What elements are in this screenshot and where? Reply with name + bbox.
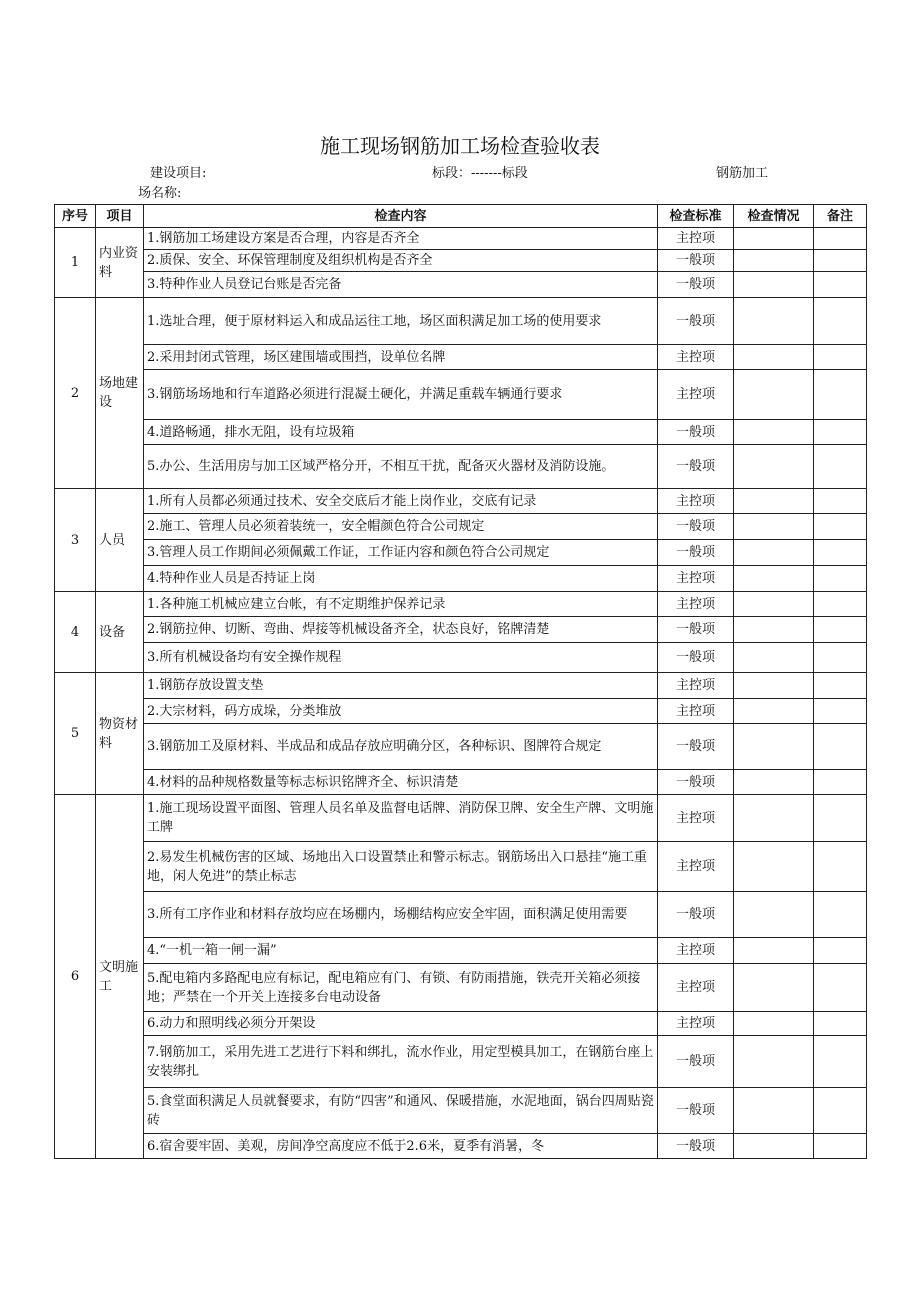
- check-result-cell[interactable]: [734, 1036, 814, 1088]
- check-item: 2.施工、管理人员必须着装统一，安全帽颜色符合公司规定: [144, 514, 658, 540]
- remarks-cell[interactable]: [814, 770, 867, 795]
- check-result-cell[interactable]: [734, 445, 814, 489]
- check-standard: 一般项: [658, 540, 734, 566]
- table-row: [55, 514, 867, 540]
- check-result-cell[interactable]: [734, 370, 814, 420]
- check-result-cell[interactable]: [734, 514, 814, 540]
- check-standard: 主控项: [658, 938, 734, 964]
- remarks-cell[interactable]: [814, 795, 867, 842]
- check-item: 3.所有工序作业和材料存放均应在场棚内，场棚结构应安全牢固，面积满足使用需要: [144, 892, 658, 938]
- check-standard: 主控项: [658, 795, 734, 842]
- check-item: 1.施工现场设置平面图、管理人员名单及监督电话牌、消防保卫牌、安全生产牌、文明施工牌: [144, 795, 658, 842]
- type-label: 钢筋加工: [716, 166, 769, 181]
- remarks-cell[interactable]: [814, 228, 867, 250]
- remarks-cell[interactable]: [814, 592, 867, 617]
- check-standard: 主控项: [658, 345, 734, 370]
- check-standard: 主控项: [658, 370, 734, 420]
- inspection-table: [54, 204, 867, 1159]
- group-category: 物资材料: [96, 673, 144, 795]
- check-item: 4.特种作业人员是否持证上岗: [144, 566, 658, 592]
- remarks-cell[interactable]: [814, 272, 867, 298]
- table-row: [55, 250, 867, 272]
- check-item: 2.易发生机械伤害的区域、场地出入口设置禁止和警示标志。钢筋场出入口悬挂“施工重地，闲人免进”的禁止标志: [144, 842, 658, 892]
- check-result-cell[interactable]: [734, 643, 814, 673]
- remarks-cell[interactable]: [814, 1036, 867, 1088]
- check-result-cell[interactable]: [734, 964, 814, 1012]
- check-result-cell[interactable]: [734, 770, 814, 795]
- table-row: [55, 1036, 867, 1088]
- table-row: [55, 938, 867, 964]
- check-result-cell[interactable]: [734, 795, 814, 842]
- table-row: [55, 643, 867, 673]
- check-result-cell[interactable]: [734, 228, 814, 250]
- check-item: 5.办公、生活用房与加工区域严格分开，不相互干扰，配备灭火器材及消防设施。: [144, 445, 658, 489]
- check-result-cell[interactable]: [734, 1134, 814, 1159]
- check-standard: 一般项: [658, 770, 734, 795]
- check-item: 1.钢筋加工场建设方案是否合理，内容是否齐全: [144, 228, 658, 250]
- check-result-cell[interactable]: [734, 617, 814, 643]
- check-standard: 主控项: [658, 673, 734, 699]
- remarks-cell[interactable]: [814, 617, 867, 643]
- project-label: 建设项目:: [150, 166, 207, 181]
- remarks-cell[interactable]: [814, 673, 867, 699]
- remarks-cell[interactable]: [814, 540, 867, 566]
- check-standard: 一般项: [658, 617, 734, 643]
- check-item: 5.食堂面积满足人员就餐要求，有防“四害”和通风、保暖措施，水泥地面，锅台四周贴瓷砖: [144, 1088, 658, 1134]
- header-standard: 检查标准: [658, 205, 734, 228]
- check-result-cell[interactable]: [734, 592, 814, 617]
- table-row: [55, 617, 867, 643]
- check-item: 7.钢筋加工，采用先进工艺进行下料和绑扎，流水作业，用定型模具加工，在钢筋台座上安装绑扎: [144, 1036, 658, 1088]
- remarks-cell[interactable]: [814, 938, 867, 964]
- table-row: [55, 770, 867, 795]
- check-result-cell[interactable]: [734, 540, 814, 566]
- check-item: 6.宿舍要牢固、美观，房间净空高度应不低于2.6米，夏季有消暑，冬: [144, 1134, 658, 1159]
- check-item: 3.特种作业人员登记台账是否完备: [144, 272, 658, 298]
- check-standard: 一般项: [658, 514, 734, 540]
- header-category: 项目: [96, 205, 144, 228]
- group-category: 文明施工: [96, 795, 144, 1159]
- check-result-cell[interactable]: [734, 272, 814, 298]
- check-item: 2.钢筋拉伸、切断、弯曲、焊接等机械设备齐全，状态良好，铭牌清楚: [144, 617, 658, 643]
- remarks-cell[interactable]: [814, 489, 867, 514]
- check-item: 1.选址合理，便于原材料运入和成品运往工地，场区面积满足加工场的使用要求: [144, 298, 658, 345]
- check-result-cell[interactable]: [734, 842, 814, 892]
- check-standard: 一般项: [658, 1088, 734, 1134]
- check-item: 2.质保、安全、环保管理制度及组织机构是否齐全: [144, 250, 658, 272]
- check-item: 5.配电箱内多路配电应有标记，配电箱应有门、有锁、有防雨措施，铁壳开关箱必须接地；严禁在一个开关上连接多台电动设备: [144, 964, 658, 1012]
- check-standard: 一般项: [658, 250, 734, 272]
- remarks-cell[interactable]: [814, 1012, 867, 1036]
- remarks-cell[interactable]: [814, 298, 867, 345]
- check-result-cell[interactable]: [734, 250, 814, 272]
- check-standard: 一般项: [658, 420, 734, 445]
- table-row: [55, 842, 867, 892]
- check-result-cell[interactable]: [734, 345, 814, 370]
- remarks-cell[interactable]: [814, 566, 867, 592]
- check-item: 3.钢筋场场地和行车道路必须进行混凝土硬化，并满足重载车辆通行要求: [144, 370, 658, 420]
- check-result-cell[interactable]: [734, 420, 814, 445]
- table-row: [55, 1012, 867, 1036]
- table-row: [55, 370, 867, 420]
- check-result-cell[interactable]: [734, 892, 814, 938]
- table-row: [55, 795, 867, 842]
- table-row: [55, 673, 867, 699]
- check-result-cell[interactable]: [734, 1088, 814, 1134]
- table-row: [55, 272, 867, 298]
- check-standard: 主控项: [658, 566, 734, 592]
- check-item: 3.管理人员工作期间必须佩戴工作证，工作证内容和颜色符合公司规定: [144, 540, 658, 566]
- table-row: [55, 1088, 867, 1134]
- check-item: 1.各种施工机械应建立台帐，有不定期维护保养记录: [144, 592, 658, 617]
- check-result-cell[interactable]: [734, 566, 814, 592]
- check-item: 1.所有人员都必须通过技术、安全交底后才能上岗作业，交底有记录: [144, 489, 658, 514]
- header-result: 检查情况: [734, 205, 814, 228]
- table-row: [55, 345, 867, 370]
- group-number: 4: [55, 592, 96, 673]
- check-standard: 主控项: [658, 964, 734, 1012]
- check-item: 6.动力和照明线必须分开架设: [144, 1012, 658, 1036]
- table-row: [55, 566, 867, 592]
- check-item: 4.道路畅通，排水无阻，设有垃圾箱: [144, 420, 658, 445]
- check-standard: 主控项: [658, 699, 734, 724]
- group-number: 2: [55, 298, 96, 489]
- remarks-cell[interactable]: [814, 420, 867, 445]
- site-name-label: 场名称:: [138, 186, 182, 201]
- check-standard: 一般项: [658, 1036, 734, 1088]
- remarks-cell[interactable]: [814, 724, 867, 770]
- remarks-cell[interactable]: [814, 964, 867, 1012]
- header-content: 检查内容: [144, 205, 658, 228]
- remarks-cell[interactable]: [814, 842, 867, 892]
- check-item: 3.钢筋加工及原材料、半成品和成品存放应明确分区，各种标识、图牌符合规定: [144, 724, 658, 770]
- check-item: 2.采用封闭式管理，场区建围墙或围挡，设单位名牌: [144, 345, 658, 370]
- check-standard: 主控项: [658, 1012, 734, 1036]
- check-item: 4.材料的品种规格数量等标志标识铭牌齐全、标识清楚: [144, 770, 658, 795]
- check-item: 4.“一机一箱一闸一漏”: [144, 938, 658, 964]
- group-number: 3: [55, 489, 96, 592]
- table-row: [55, 724, 867, 770]
- check-result-cell[interactable]: [734, 298, 814, 345]
- remarks-cell[interactable]: [814, 445, 867, 489]
- check-standard: 主控项: [658, 489, 734, 514]
- table-row: [55, 1134, 867, 1159]
- table-row: [55, 892, 867, 938]
- table-row: [55, 540, 867, 566]
- remarks-cell[interactable]: [814, 892, 867, 938]
- remarks-cell[interactable]: [814, 514, 867, 540]
- check-result-cell[interactable]: [734, 699, 814, 724]
- check-result-cell[interactable]: [734, 673, 814, 699]
- group-number: 5: [55, 673, 96, 795]
- group-category: 内业资料: [96, 228, 144, 298]
- remarks-cell[interactable]: [814, 1088, 867, 1134]
- check-standard: 一般项: [658, 643, 734, 673]
- remarks-cell[interactable]: [814, 643, 867, 673]
- check-standard: 主控项: [658, 228, 734, 250]
- group-number: 1: [55, 228, 96, 298]
- table-row: [55, 445, 867, 489]
- check-result-cell[interactable]: [734, 938, 814, 964]
- check-standard: 主控项: [658, 592, 734, 617]
- check-item: 2.大宗材料，码方成垛，分类堆放: [144, 699, 658, 724]
- check-result-cell[interactable]: [734, 489, 814, 514]
- remarks-cell[interactable]: [814, 250, 867, 272]
- check-result-cell[interactable]: [734, 1012, 814, 1036]
- remarks-cell[interactable]: [814, 345, 867, 370]
- check-standard: 一般项: [658, 298, 734, 345]
- group-category: 人员: [96, 489, 144, 592]
- header-remarks: 备注: [814, 205, 867, 228]
- table-row: [55, 489, 867, 514]
- check-standard: 一般项: [658, 1134, 734, 1159]
- remarks-cell[interactable]: [814, 370, 867, 420]
- table-row: [55, 592, 867, 617]
- check-result-cell[interactable]: [734, 724, 814, 770]
- page-title: 施工现场钢筋加工场检查验收表: [320, 134, 600, 158]
- check-standard: 一般项: [658, 445, 734, 489]
- table-header-row: [55, 205, 867, 228]
- table-row: [55, 420, 867, 445]
- section-label: 标段：-------标段: [432, 166, 528, 181]
- check-standard: 一般项: [658, 892, 734, 938]
- table-row: [55, 298, 867, 345]
- remarks-cell[interactable]: [814, 1134, 867, 1159]
- group-number: 6: [55, 795, 96, 1159]
- check-standard: 一般项: [658, 724, 734, 770]
- group-category: 设备: [96, 592, 144, 673]
- group-category: 场地建设: [96, 298, 144, 489]
- check-standard: 主控项: [658, 842, 734, 892]
- check-standard: 一般项: [658, 272, 734, 298]
- table-row: [55, 964, 867, 1012]
- check-item: 1.钢筋存放设置支垫: [144, 673, 658, 699]
- table-row: [55, 699, 867, 724]
- table-row: [55, 228, 867, 250]
- header-no: 序号: [55, 205, 96, 228]
- check-item: 3.所有机械设备均有安全操作规程: [144, 643, 658, 673]
- remarks-cell[interactable]: [814, 699, 867, 724]
